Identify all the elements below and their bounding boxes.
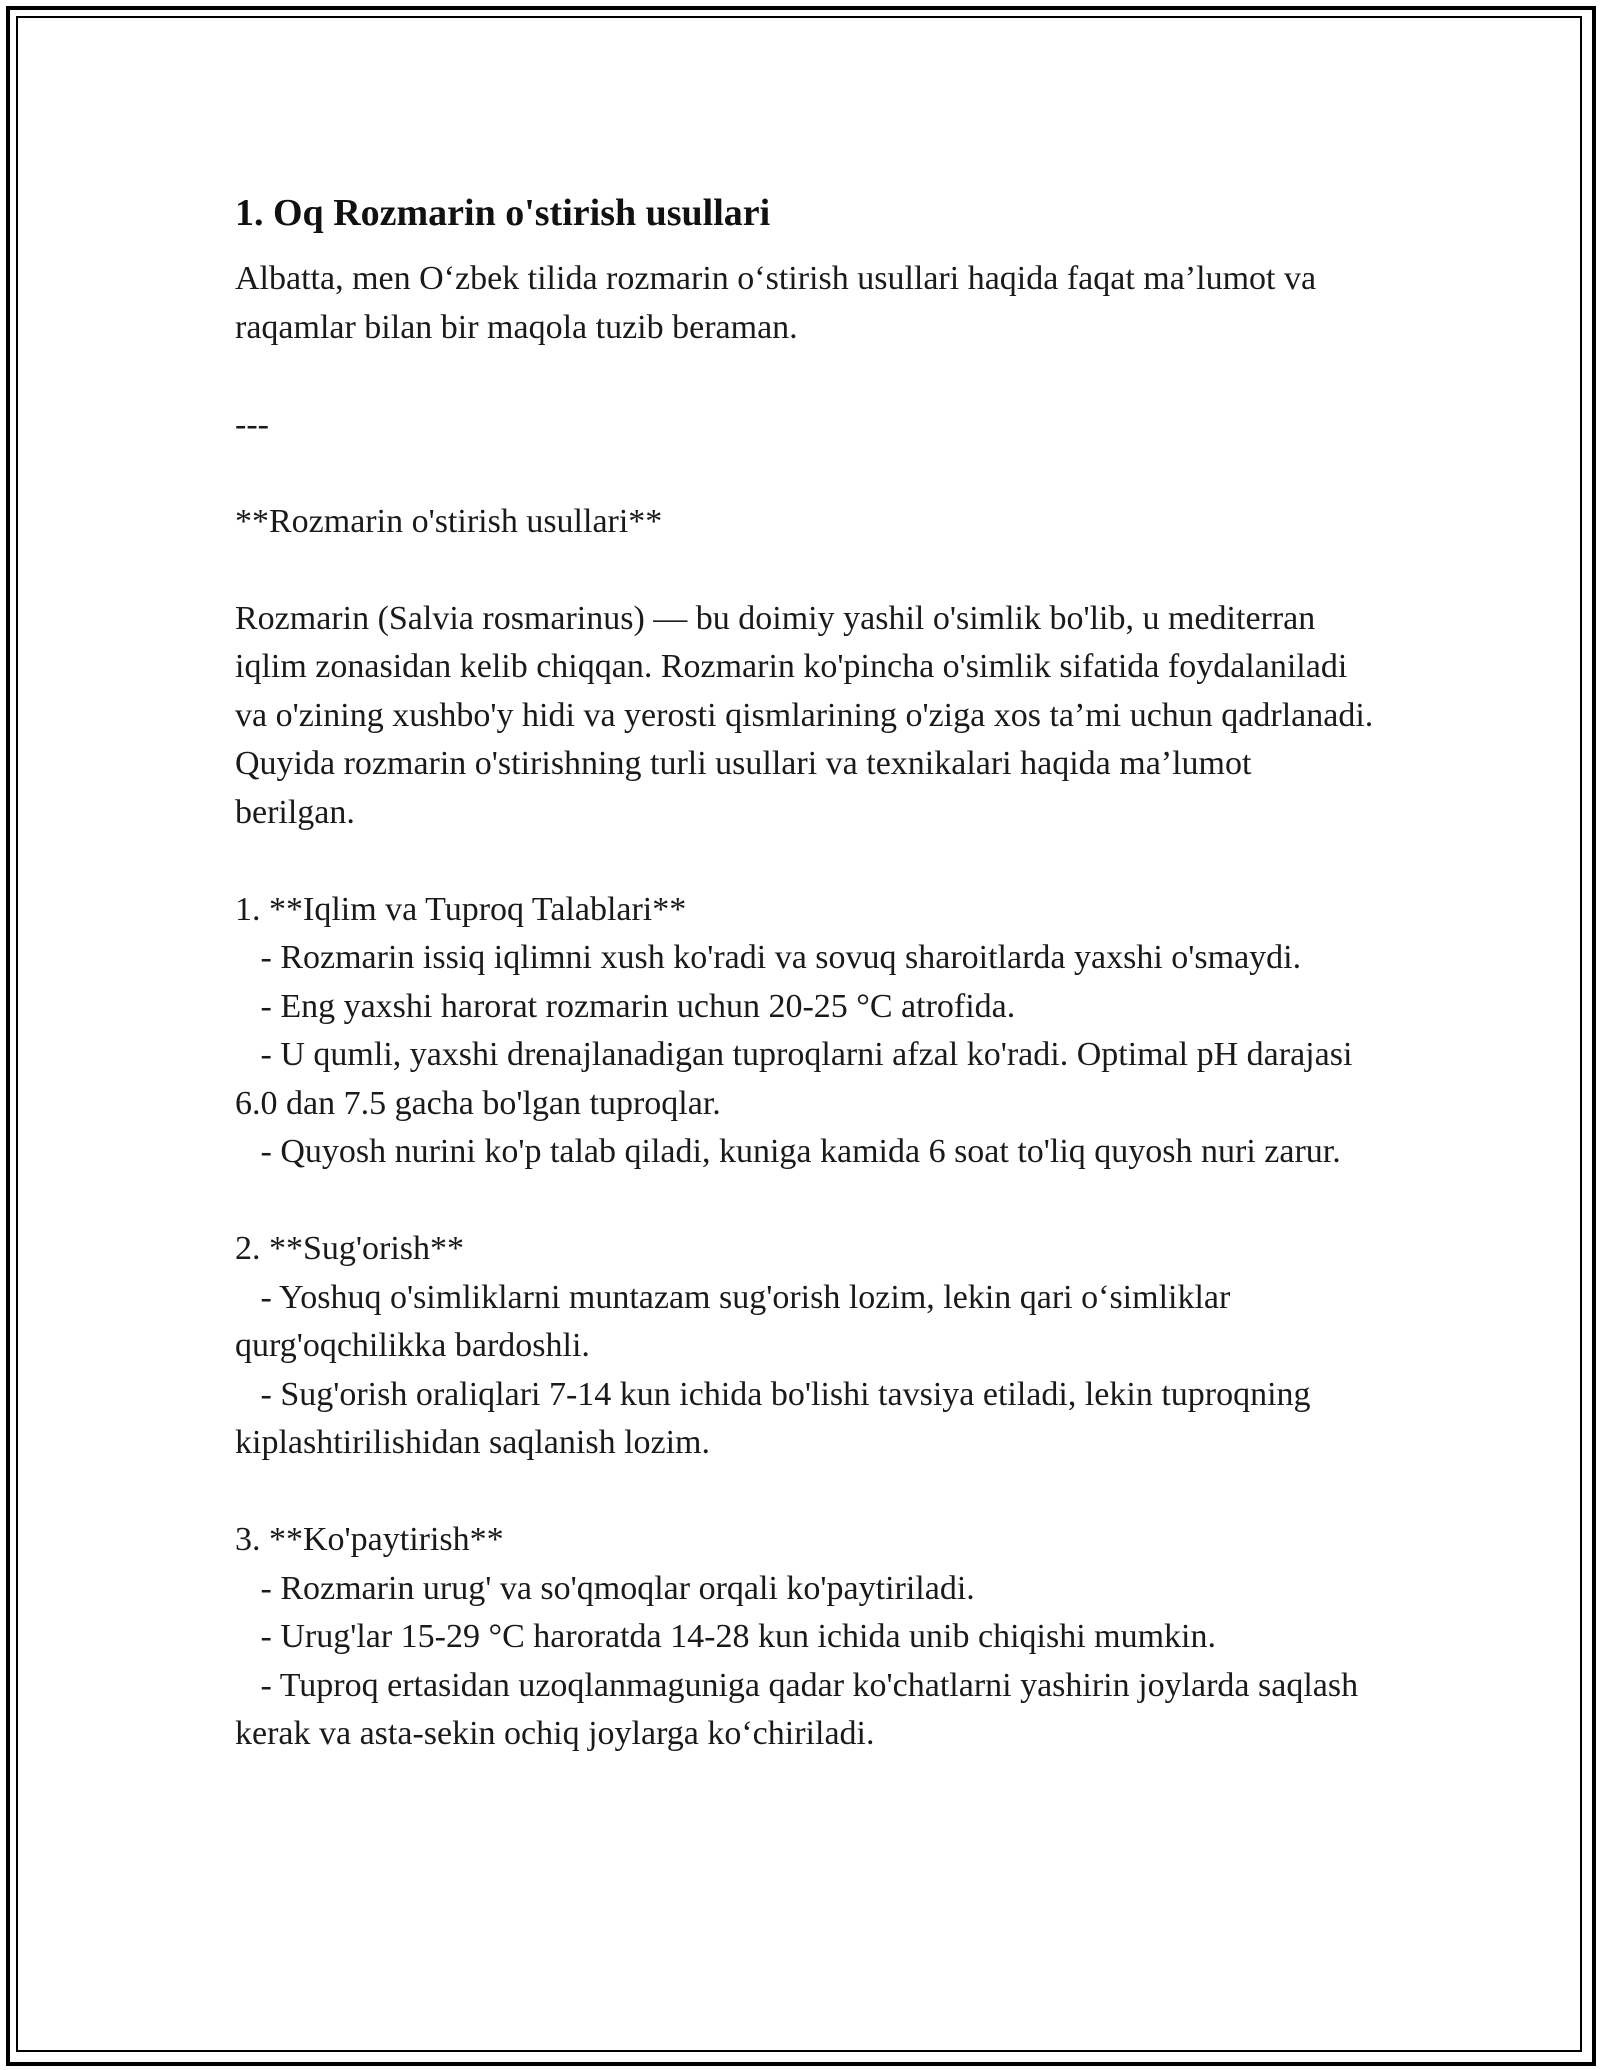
list-item: - Eng yaxshi harorat rozmarin uchun 20-25 °C atrofida. [235,987,1016,1025]
document-title: 1. Oq Rozmarin o'stirish usullari [235,192,771,234]
spacer [235,546,1375,595]
section-watering [235,1225,1375,1468]
separator-line: --- [235,405,269,443]
list-item: - Rozmarin urug' va so'qmoqlar orqali ko'paytiriladi. [235,1569,975,1607]
spacer [235,1177,1375,1226]
spacer [235,352,1375,401]
spacer [235,449,1375,498]
spacer [235,837,1375,886]
list-item: - Sug'orish oraliqlari 7-14 kun ichida bo'lishi tavsiya etiladi, lekin tuproqning kiplashtirilishidan saqlanish lozim. [235,1375,1320,1461]
subheading: **Rozmarin o'stirish usullari** [235,502,663,540]
section-heading: 2. **Sug'orish** [235,1230,465,1267]
section-climate-soil [235,886,1375,1177]
list-item: - U qumli, yaxshi drenajlanadigan tuproqlarni afzal ko'radi. Optimal pH darajasi 6.0 dan 7.5 gacha bo'lgan tuproqlar. [235,1036,1361,1122]
section-heading: 1. **Iqlim va Tuproq Talablari** [235,890,687,928]
list-item: - Quyosh nurini ko'p talab qiladi, kuniga kamida 6 soat to'liq quyosh nuri zarur. [235,1133,1341,1170]
spacer [235,1468,1375,1517]
intro-paragraph: Albatta, men O‘zbek tilida rozmarin o‘stirish usullari haqida faqat ma’lumot va raqamlar bilan bir maqola tuzib beraman. [235,260,1325,346]
list-item: - Rozmarin issiq iqlimni xush ko'radi va sovuq sharoitlarda yaxshi o'smaydi. [235,939,1302,976]
document-body [235,185,1382,1759]
section-heading: 3. **Ko'paytirish** [235,1521,504,1558]
list-item: - Tuproq ertasidan uzoqlanmaguniga qadar ko'chatlarni yashirin joylarda saqlash kerak va asta-sekin ochiq joylarga ko‘chiriladi. [235,1666,1367,1752]
list-item: - Urug'lar 15-29 °C haroratda 14-28 kun ichida unib chiqishi mumkin. [235,1618,1216,1655]
section-propagation [235,1516,1375,1759]
list-item: - Yoshuq o'simliklarni muntazam sug'orish lozim, lekin qari o‘simliklar qurg'oqchilikka bardoshli. [235,1278,1239,1364]
description-paragraph: Rozmarin (Salvia rosmarinus) — bu doimiy yashil o'simlik bo'lib, u mediterran iqlim zonasidan kelib chiqqan. Rozmarin ko'pincha o'simlik sifatida foydalaniladi va o'zining xushbo'y hidi va yerosti qismlarining o'ziga xos ta’mi uchun qadrlanadi. Quyida rozmarin o'stirishning turli usullari va texnikalari haqida ma’lumot berilgan. [235,599,1382,831]
